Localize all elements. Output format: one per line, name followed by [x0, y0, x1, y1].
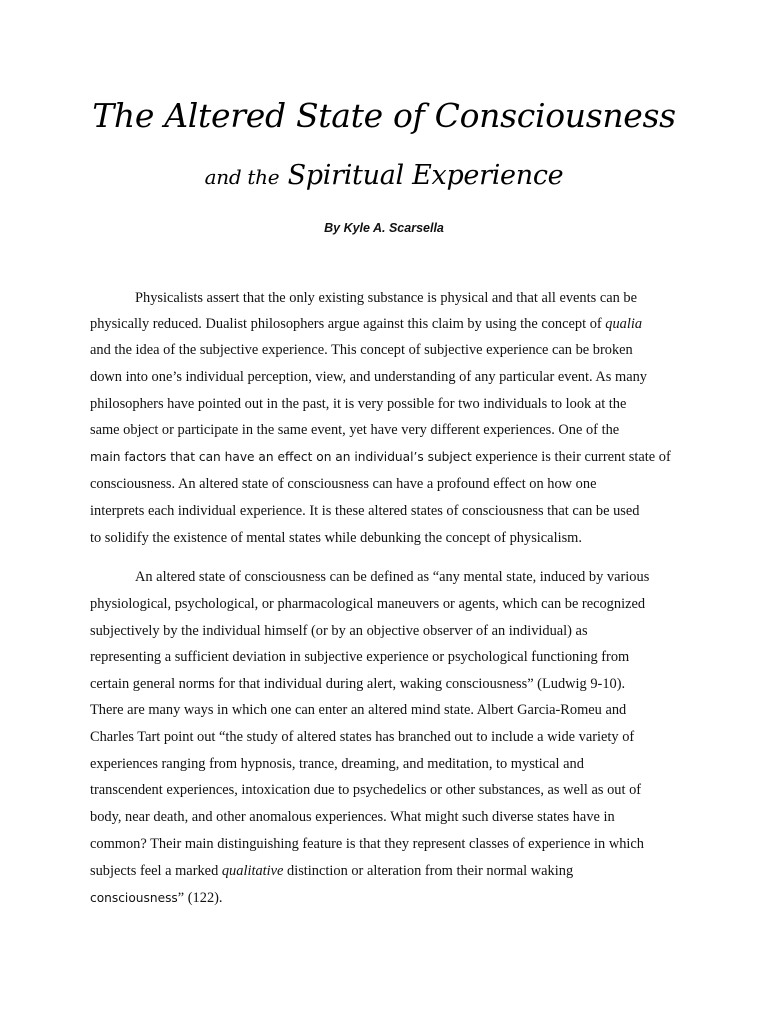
text-run: There are many ways in which one can enter an altered mind state. Albert Garcia-Romeu and: [90, 702, 627, 718]
text-run: down into one’s individual perception, view, and understanding of any particular event. As many: [90, 369, 647, 385]
text-run: Charles Tart point out “the study of altered states has branched out to include a wide variety of: [90, 729, 635, 745]
text-run: physically reduced. Dualist philosophers argue against this claim by using the concept of: [90, 316, 606, 332]
paragraph-2-line: [135, 568, 649, 586]
paragraph-1-line: [90, 368, 647, 386]
paragraph-2-line: [90, 781, 641, 799]
paragraph-2-line: [90, 622, 588, 640]
text-run: interprets each individual experience. It is these altered states of consciousness that can be used: [90, 503, 640, 519]
paragraph-2-line: [90, 648, 629, 666]
paragraph-1-line: [90, 421, 619, 439]
paragraph-2-line: [90, 728, 634, 746]
paragraph-2-line: [90, 701, 626, 719]
text-run: Physicalists assert that the only existing substance is physical and that all events can be: [135, 290, 637, 306]
paragraph-2-line: [90, 889, 223, 907]
paragraph-2-line: [90, 755, 584, 773]
paragraph-1-line: [135, 289, 637, 307]
paragraph-1-line: [90, 502, 639, 520]
paragraph-2-line: [90, 675, 625, 693]
paragraph-1-line: [90, 448, 671, 466]
text-run: consciousness. An altered state of consciousness can have a profound effect on how one: [90, 476, 597, 492]
title-line-2-prefix: and the: [204, 165, 280, 189]
text-run: subjectively by the individual himself (or by an objective observer of an individual) as: [90, 623, 588, 639]
text-run: representing a sufficient deviation in subjective experience or psychological functioning from: [90, 649, 630, 665]
title-line-2-main: Spiritual Experience: [287, 160, 564, 191]
text-run: ” (122).: [177, 890, 223, 906]
paragraph-2-line: [90, 595, 645, 613]
text-run: philosophers have pointed out in the past, it is very possible for two individuals to look at the: [90, 396, 627, 412]
text-run-alt-font: main factors that can have an effect on an individual’s subject: [90, 450, 472, 464]
text-run: body, near death, and other anomalous experiences. What might such diverse states have in: [90, 809, 615, 825]
text-run: and the idea of the subjective experience. This concept of subjective experience can be broken: [90, 342, 633, 358]
text-run: certain general norms for that individual during alert, waking consciousness” (Ludwig 9-10).: [90, 676, 626, 692]
text-run: An altered state of consciousness can be defined as “any mental state, induced by various: [135, 569, 650, 585]
text-run: transcendent experiences, intoxication due to psychedelics or other substances, as well as out of: [90, 782, 642, 798]
text-run-italic: qualitative: [221, 863, 284, 879]
text-run: experiences ranging from hypnosis, trance, dreaming, and meditation, to mystical and: [90, 756, 584, 772]
text-run: subjects feel a marked: [90, 863, 222, 879]
text-run: common? Their main distinguishing feature is that they represent classes of experience in which: [90, 836, 645, 852]
document-title-line-2: [0, 160, 768, 191]
paragraph-2-line: [90, 862, 573, 880]
text-run: same object or participate in the same event, yet have very different experiences. One of the: [90, 422, 620, 438]
text-run: to solidify the existence of mental states while debunking the concept of physicalism.: [90, 530, 582, 546]
paragraph-1-line: [90, 315, 642, 333]
author-byline: By Kyle A. Scarsella: [324, 221, 444, 235]
paragraph-1-line: [90, 341, 633, 359]
text-run-italic: qualia: [605, 316, 643, 332]
text-run: distinction or alteration from their normal waking: [283, 863, 574, 879]
paragraph-1-line: [90, 529, 582, 547]
paragraph-2-line: [90, 835, 644, 853]
paragraph-1-line: [90, 395, 626, 413]
paragraph-1-line: [90, 475, 596, 493]
text-run: experience is their current state of: [471, 449, 671, 465]
text-run: physiological, psychological, or pharmacological maneuvers or agents, which can be recognized: [90, 596, 646, 612]
document-title-line-1: The Altered State of Consciousness: [92, 96, 676, 135]
paragraph-2-line: [90, 808, 615, 826]
text-run-alt-font: consciousness: [90, 891, 178, 905]
